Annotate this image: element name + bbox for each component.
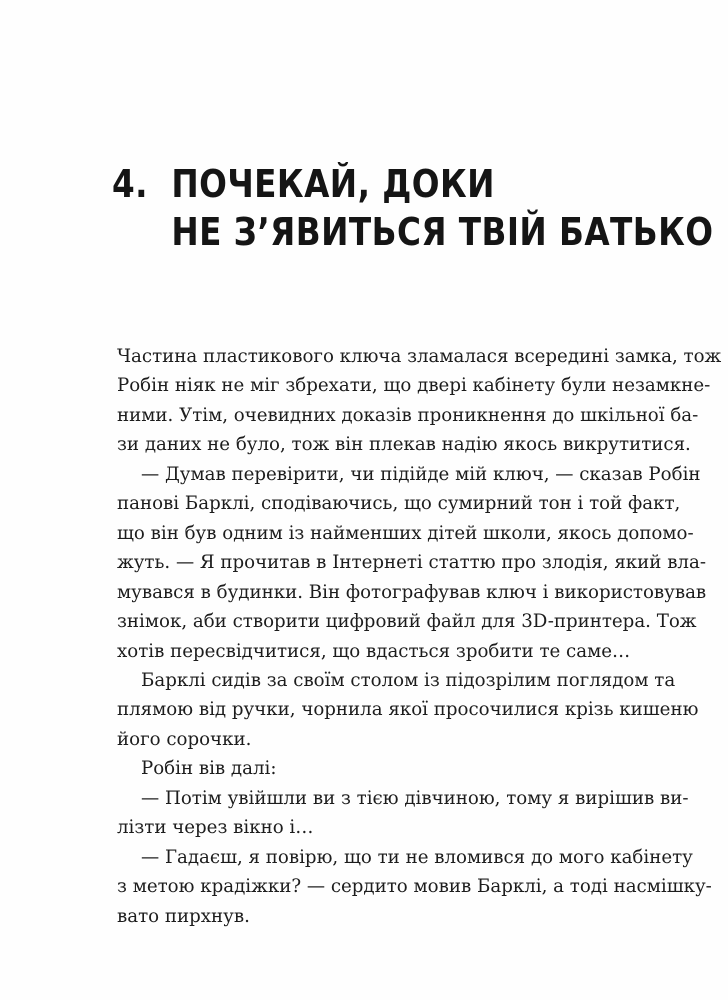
text-line: Робін ніяк не міг збрехати, що двері кабінету були незамкне- (117, 375, 711, 397)
text-line: — Гадаєш, я повірю, що ти не вломився до мого кабінету (141, 846, 693, 868)
chapter-body-text (117, 342, 722, 931)
text-line: панові Барклі, сподіваючись, що сумирний тон і той факт, (117, 493, 681, 515)
text-line: жуть. — Я прочитав в Інтернеті статтю про злодія, який вла- (117, 552, 706, 574)
chapter-number: 4. (112, 162, 149, 206)
text-line: Барклі сидів за своїм столом із підозрілим поглядом та (141, 669, 676, 691)
text-line: знімок, аби створити цифровий файл для 3D-принтера. Тож (117, 611, 697, 633)
text-line: Частина пластикового ключа зламалася всередині замка, тож (117, 346, 722, 367)
text-line: вато пирхнув. (117, 905, 250, 927)
text-line: мувався в будинки. Він фотографував ключ і використовував (117, 581, 707, 603)
chapter-title-line-2: НЕ З’ЯВИТЬСЯ ТВІЙ БАТЬКО (171, 210, 714, 254)
text-line: хотів пересвідчитися, що вдасться зробити те саме… (117, 640, 631, 662)
text-line: його сорочки. (117, 728, 252, 750)
chapter-title-line-1: ПОЧЕКАЙ, ДОКИ (171, 162, 495, 206)
text-line: що він був одним із найменших дітей школи, якось допомо- (117, 522, 694, 544)
text-line: Робін вів далі: (141, 758, 277, 780)
text-line: — Потім увійшли ви з тією дівчиною, тому я вирішив ви- (141, 787, 689, 809)
text-line: з метою крадіжки? — сердито мовив Барклі, а тоді насмішку- (117, 876, 712, 898)
text-line: ними. Утім, очевидних доказів проникнення до шкільної ба- (117, 404, 699, 426)
text-line: — Думав перевірити, чи підійде мій ключ, — сказав Робін (141, 463, 701, 485)
text-line: плямою від ручки, чорнила якої просочилися крізь кишеню (117, 699, 699, 721)
text-line: лізти через вікно і… (117, 817, 314, 839)
text-line: зи даних не було, тож він плекав надію якось викрутитися. (117, 434, 691, 456)
